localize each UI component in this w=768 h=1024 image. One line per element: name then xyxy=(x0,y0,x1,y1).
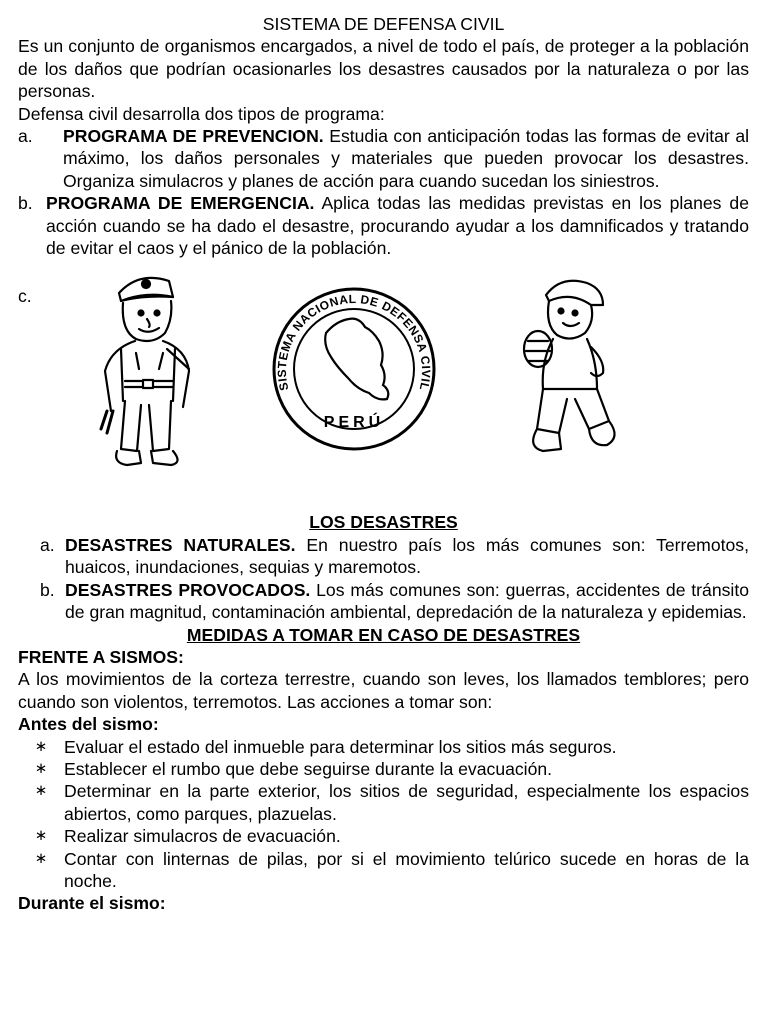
program-text xyxy=(63,125,749,192)
before-earthquake-label: Antes del sismo: xyxy=(18,714,159,735)
bullet-icon: ∗ xyxy=(34,759,48,777)
rescuer-drawing xyxy=(524,281,615,451)
program-name: PROGRAMA DE EMERGENCIA. xyxy=(46,193,315,214)
bullet-icon: ∗ xyxy=(34,827,48,845)
figure-label: c. xyxy=(18,286,32,307)
list-item xyxy=(18,780,749,825)
seal-top-text: SISTEMA NACIONAL DE DEFENSA CIVIL xyxy=(274,292,434,393)
illustration xyxy=(91,261,650,491)
before-earthquake-list xyxy=(18,736,749,893)
list-item-text: Contar con linternas de pilas, por si el movimiento telúrico sucede en horas de la noche. xyxy=(64,848,749,891)
list-item-text: Establecer el rumbo que debe seguirse durante la evacuación. xyxy=(64,758,553,779)
disasters-heading: LOS DESASTRES xyxy=(309,512,458,533)
disaster-label: b. xyxy=(40,579,55,600)
list-item xyxy=(18,758,749,780)
bullet-icon: ∗ xyxy=(34,849,48,867)
disaster-name: DESASTRES PROVOCADOS. xyxy=(65,579,311,600)
program-label: b. xyxy=(18,193,33,214)
program-prevention xyxy=(18,125,749,192)
list-item-text: Determinar en la parte exterior, los sitios de seguridad, especialmente los espacios abiertos, como parques, plazuelas. xyxy=(64,781,749,824)
program-emergency xyxy=(18,192,749,259)
programs-intro: Defensa civil desarrolla dos tipos de programa: xyxy=(18,103,385,124)
disaster-item-provoked xyxy=(18,579,749,624)
seal-bottom-text: PERÚ xyxy=(323,414,385,432)
police-officer-drawing xyxy=(101,278,189,465)
bullet-icon: ∗ xyxy=(34,737,48,755)
disaster-label: a. xyxy=(40,534,55,555)
program-description: Estudia con anticipación todas las formas de evitar al máximo, los daños personales y materiales que pueden provocar los desastres. Organiza simulacros y planes de acción para cuando sucedan los siniestros. xyxy=(63,126,750,191)
disaster-name: DESASTRES NATURALES. xyxy=(65,534,296,555)
list-item-text: Realizar simulacros de evacuación. xyxy=(64,826,341,847)
earthquake-paragraph: A los movimientos de la corteza terrestre, cuando son leves, los llamados temblores; pero cuando son violentos, terremotos. Las acciones a tomar son: xyxy=(18,669,749,712)
disaster-item-natural xyxy=(18,534,749,579)
measures-heading: MEDIDAS A TOMAR EN CASO DE DESASTRES xyxy=(186,624,581,645)
disaster-text xyxy=(65,534,749,579)
list-item xyxy=(18,848,749,893)
illustration-drawing xyxy=(91,261,650,491)
program-text xyxy=(46,192,749,259)
document-title: SISTEMA DE DEFENSA CIVIL xyxy=(262,14,505,34)
program-description: Aplica todas las medidas previstas en los planes de acción cuando se ha dado el desastre, procurando ayudar a los damnificados y tratando de evitar el caos y el pánico de la población. xyxy=(46,193,749,259)
program-name: PROGRAMA DE PREVENCION. xyxy=(63,126,324,147)
disaster-description: En nuestro país los más comunes son: Terremotos, huaicos, inundaciones, sequias y maremotos. xyxy=(65,534,749,578)
disaster-description: Los más comunes son: guerras, accidentes de tránsito de gran magnitud, contaminación ambiental, depredación de la naturaleza y epidemias. xyxy=(65,579,749,623)
civil-defense-seal xyxy=(274,289,434,449)
peru-map-icon xyxy=(325,319,388,400)
earthquake-subheading: FRENTE A SISMOS: xyxy=(18,646,184,667)
list-item-text: Evaluar el estado del inmueble para determinar los sitios más seguros. xyxy=(64,736,617,757)
program-label: a. xyxy=(18,126,33,147)
disaster-text xyxy=(65,579,749,624)
illustration-row xyxy=(18,259,749,511)
list-item xyxy=(18,736,749,758)
intro-paragraph: Es un conjunto de organismos encargados, a nivel de todo el país, de proteger a la población de los daños que podrían ocasionarles los desastres causados por la naturaleza o por las personas. xyxy=(18,36,749,102)
list-item xyxy=(18,825,749,847)
document-page xyxy=(18,13,749,915)
during-earthquake-label: Durante el sismo: xyxy=(18,893,166,914)
bullet-icon: ∗ xyxy=(34,782,48,800)
